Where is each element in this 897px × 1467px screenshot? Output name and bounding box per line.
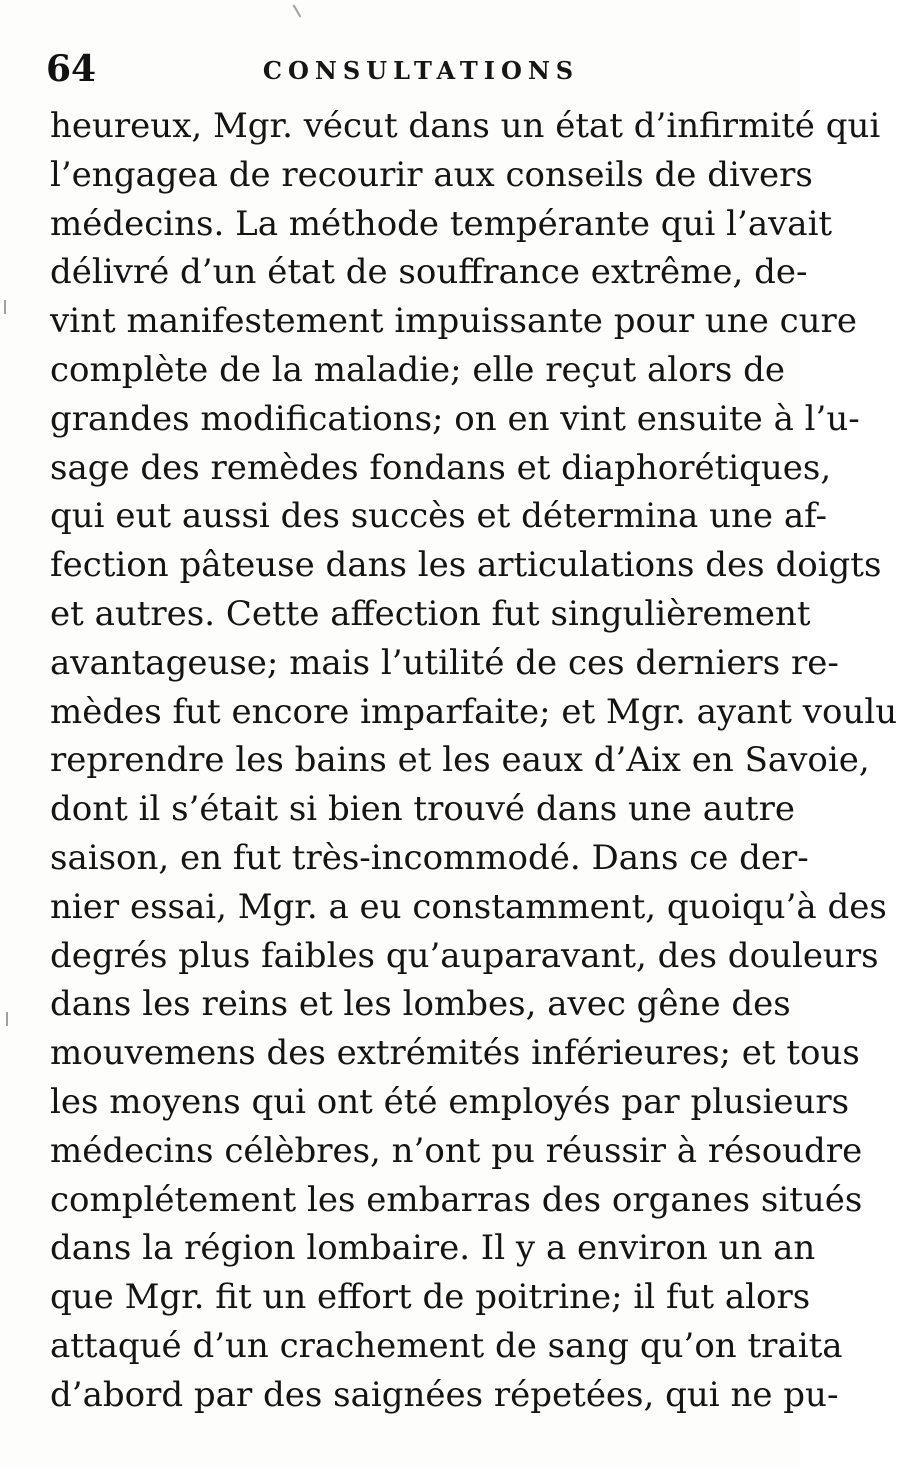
text-line: qui eut aussi des succès et détermina une af- xyxy=(50,496,827,537)
body-text xyxy=(50,102,897,1420)
text-line: degrés plus faibles qu’auparavant, des douleurs xyxy=(50,935,879,976)
text-line: délivré d’un état de souffrance extrême, de- xyxy=(50,252,808,293)
text-line: l’engagea de recourir aux conseils de divers xyxy=(50,154,813,195)
margin-speck xyxy=(6,1012,8,1026)
text-line: avantageuse; mais l’utilité de ces derniers re- xyxy=(50,642,839,683)
text-line: saison, en fut très-incommodé. Dans ce der- xyxy=(50,837,809,878)
text-line: heureux, Mgr. vécut dans un état d’infirmité qui xyxy=(50,106,881,146)
text-line: que Mgr. fit un effort de poitrine; il fut alors xyxy=(50,1277,811,1318)
text-line: dans la région lombaire. Il y a environ un an xyxy=(50,1228,816,1269)
text-line: grandes modifications; on en vint ensuite à l’u- xyxy=(50,398,860,439)
text-line: et autres. Cette affection fut singulièrement xyxy=(50,593,811,634)
text-line: fection pâteuse dans les articulations des doigts xyxy=(50,545,882,586)
text-line: vint manifestement impuissante pour une cure xyxy=(50,301,857,342)
text-line: dont il s’était si bien trouvé dans une autre xyxy=(50,789,795,830)
text-line: d’abord par des saignées répetées, qui ne pu- xyxy=(50,1374,839,1415)
margin-speck xyxy=(4,300,6,314)
running-head: CONSULTATIONS xyxy=(262,56,580,85)
text-line: complétement les embarras des organes situés xyxy=(50,1179,863,1220)
text-line: dans les reins et les lombes, avec gêne des xyxy=(50,984,791,1025)
text-line: attaqué d’un crachement de sang qu’on traita xyxy=(50,1325,843,1366)
text-line: médecins. La méthode tempérante qui l’avait xyxy=(50,203,833,244)
text-line: mèdes fut encore imparfaite; et Mgr. ayant voulu xyxy=(50,691,897,732)
page-number: 64 xyxy=(46,48,97,90)
text-line: complète de la maladie; elle reçut alors de xyxy=(50,349,786,390)
page-header xyxy=(46,40,756,100)
text-line: les moyens qui ont été employés par plusieurs xyxy=(50,1081,850,1122)
text-line: médecins célèbres, n’ont pu réussir à résoudre xyxy=(50,1130,863,1171)
text-line: nier essai, Mgr. a eu constamment, quoiqu’à des xyxy=(50,886,887,927)
text-line: mouvemens des extrémités inférieures; et tous xyxy=(50,1033,860,1074)
margin-speck xyxy=(293,4,302,17)
text-line: sage des remèdes fondans et diaphorétiques, xyxy=(50,447,832,488)
text-line: reprendre les bains et les eaux d’Aix en Savoie, xyxy=(50,740,870,781)
